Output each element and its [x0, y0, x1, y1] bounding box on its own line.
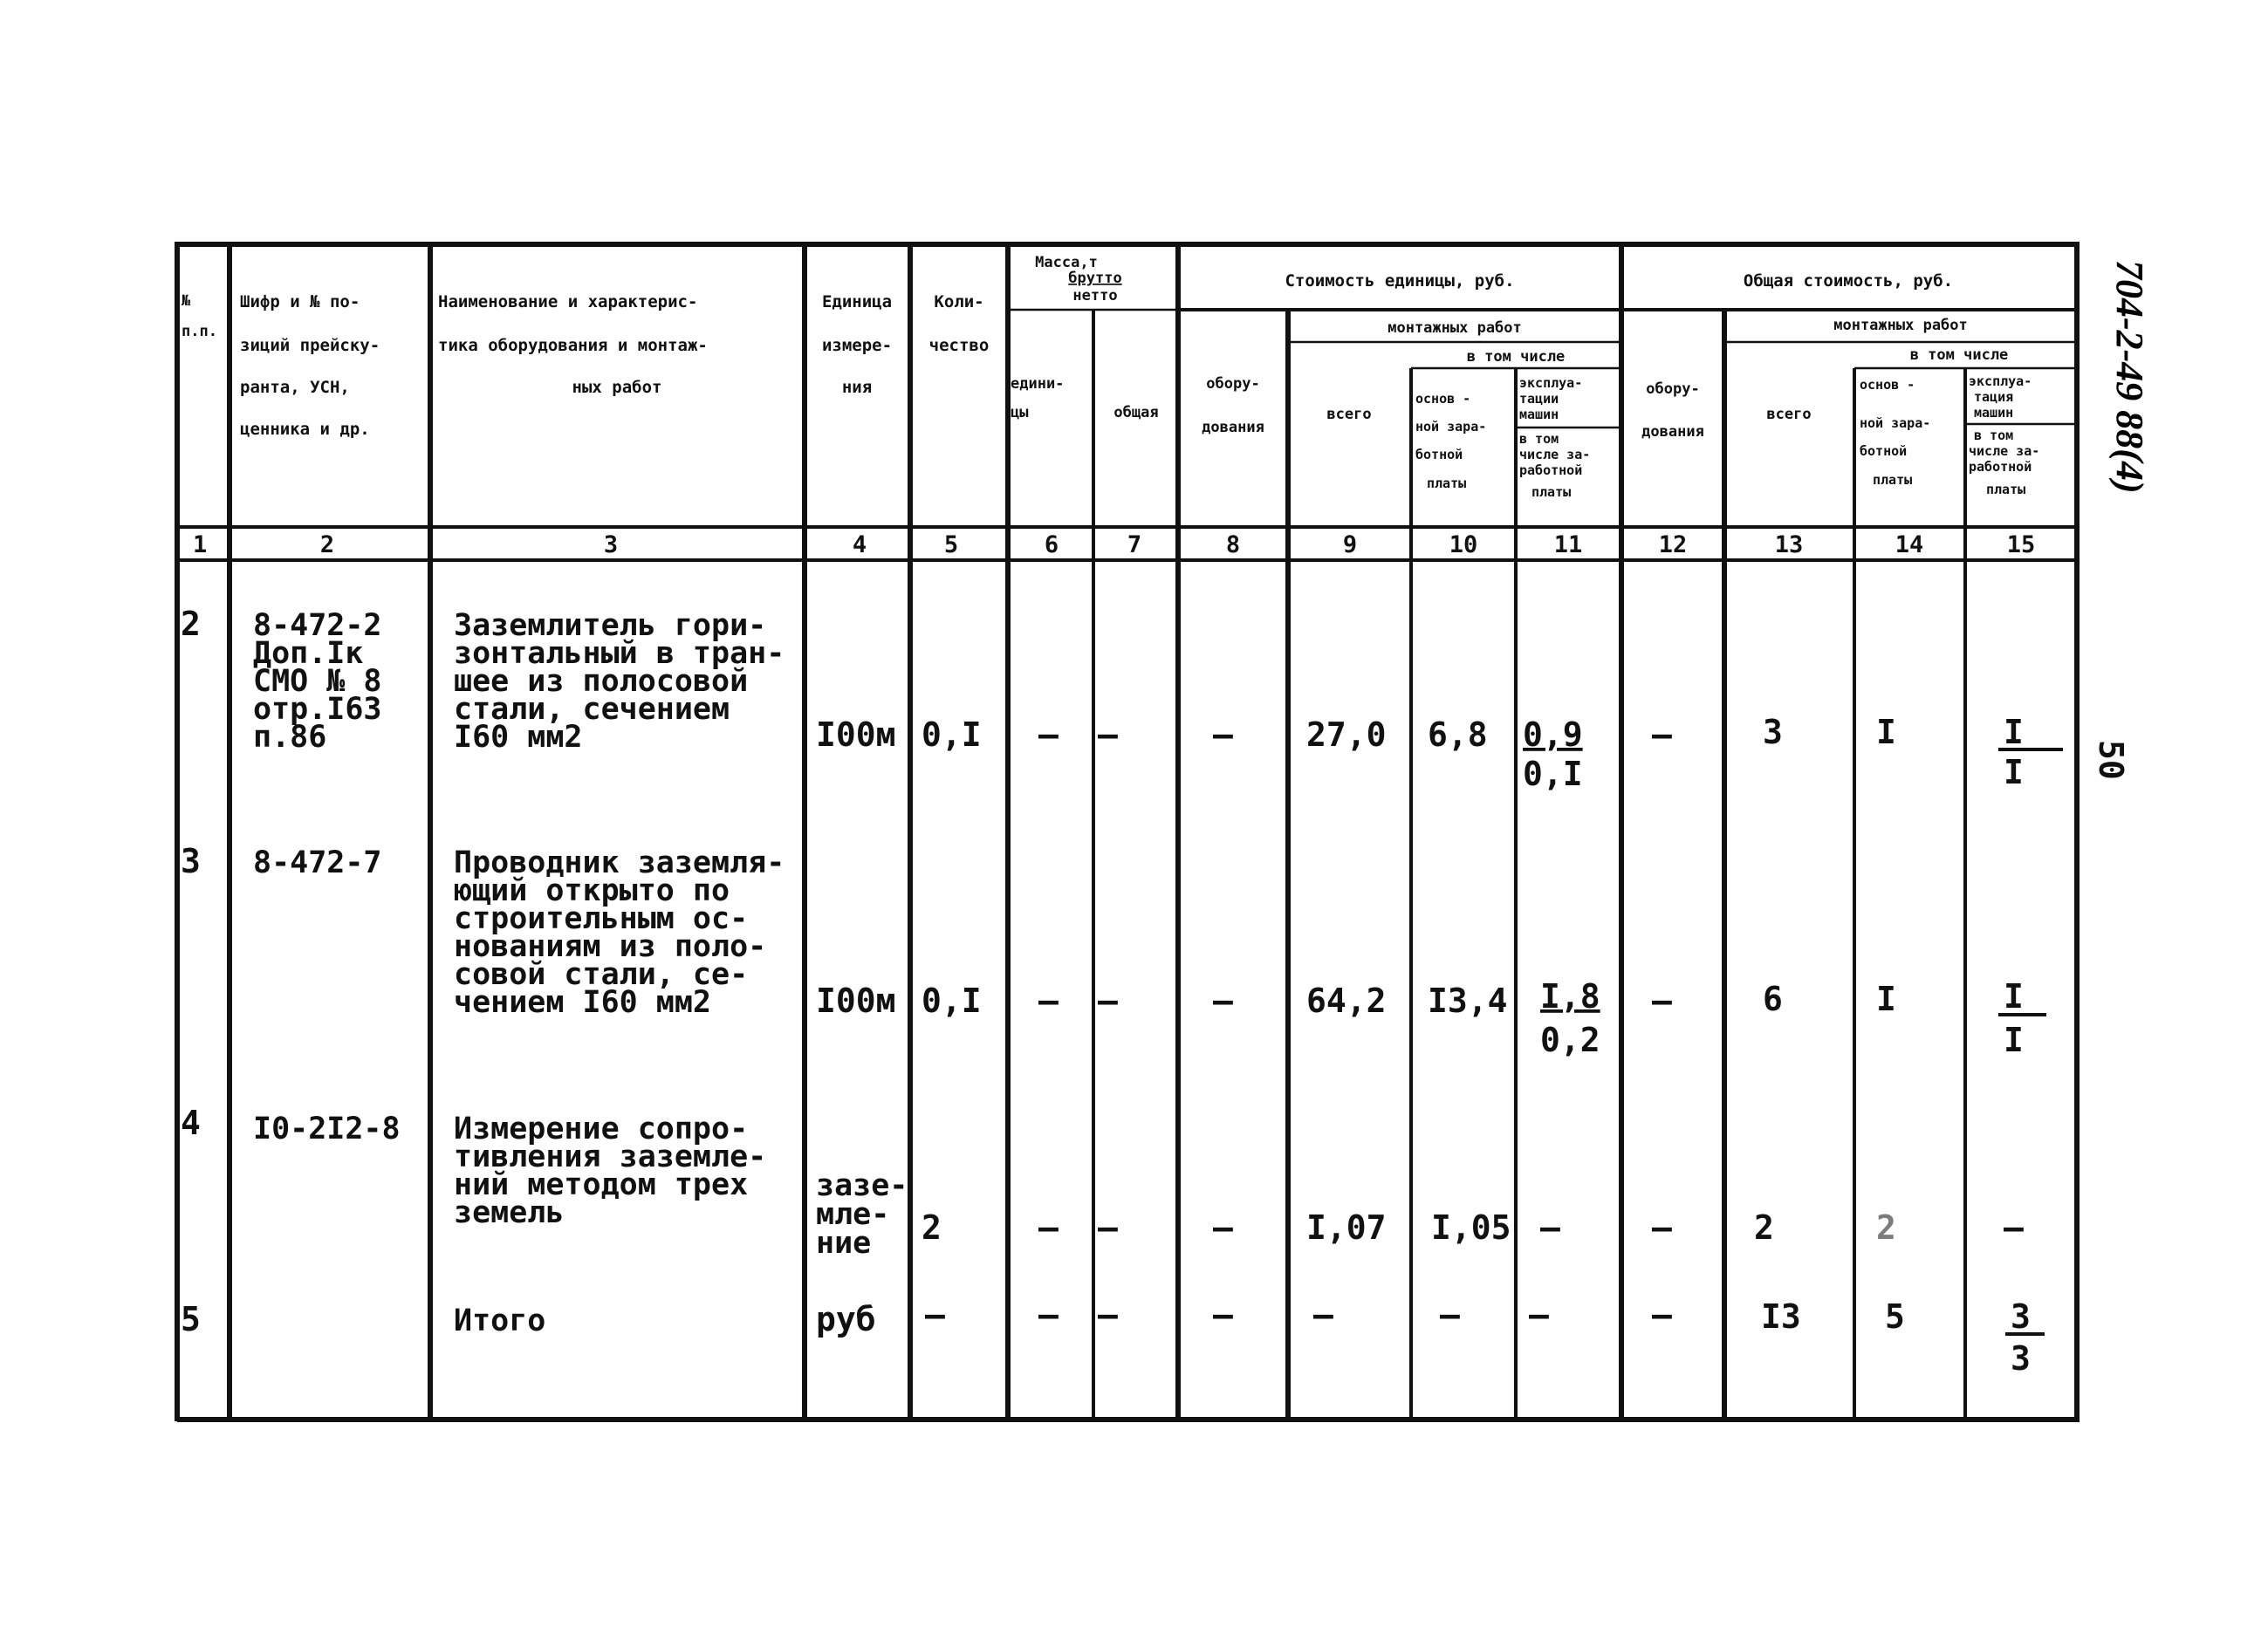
side-document-code: 704-2-49 88(4)	[2108, 260, 2151, 494]
h-col11b-l2: работной	[1519, 462, 1583, 478]
quantity: –	[925, 1296, 945, 1334]
colnum-14: 14	[1895, 531, 1924, 558]
unit-machines: 0,9	[1523, 715, 1583, 754]
h-col10-l0: основ -	[1415, 391, 1471, 407]
unit: I00м	[816, 715, 896, 754]
h-col14-l0: основ -	[1860, 377, 1915, 393]
equipment-total: –	[1652, 982, 1672, 1020]
h-col8-l1: дования	[1202, 419, 1264, 436]
mass-total: –	[1098, 1296, 1118, 1334]
h-col5-l0: Коли-	[934, 292, 984, 311]
h-col2-l3: ценника и др.	[240, 420, 370, 439]
colnum-3: 3	[603, 531, 619, 558]
h-col10-l1: ной зара-	[1415, 419, 1487, 434]
h-col9: всего	[1326, 406, 1372, 423]
unit-line: ние	[816, 1226, 872, 1261]
h-col1-l0: №	[182, 292, 191, 310]
mass-total: –	[1098, 982, 1118, 1020]
h-col12-l1: дования	[1641, 423, 1704, 441]
colnum-1: 1	[193, 531, 208, 558]
colnum-8: 8	[1225, 531, 1241, 558]
sum-wage: 2	[1876, 1208, 1896, 1247]
quantity: 0,I	[922, 715, 982, 754]
sum-total: I3	[1761, 1297, 1801, 1336]
colnum-9: 9	[1342, 531, 1358, 558]
h-mass-l2: нетто	[1072, 287, 1118, 304]
equipment-total: –	[1652, 1208, 1672, 1247]
name-line: стали, сечением	[454, 692, 730, 727]
h-col10-l2: ботной	[1415, 447, 1463, 462]
equipment-cost: –	[1213, 1208, 1233, 1247]
h-col15b-l0: в том	[1974, 428, 2014, 443]
equipment-cost: –	[1213, 715, 1233, 754]
h-col11b-l0: в том	[1519, 431, 1559, 447]
h-col8-l0: обору-	[1206, 375, 1260, 393]
h-col14-l1: ной зара-	[1860, 415, 1931, 431]
h-col15t-l0: эксплуа-	[1969, 373, 2032, 389]
mass-unit: –	[1038, 1208, 1059, 1247]
equipment-cost: –	[1213, 1296, 1233, 1334]
name-line: I60 мм2	[454, 720, 583, 755]
sum-wage: I	[1876, 713, 1896, 751]
unit-wage: I3,4	[1428, 982, 1508, 1020]
sum-total: 2	[1754, 1208, 1774, 1247]
h-col4-l1: измере-	[821, 336, 893, 355]
sum-machines-wage: I	[2004, 1021, 2024, 1059]
sum-wage: 5	[1885, 1297, 1905, 1336]
row-number: 2	[181, 605, 201, 643]
name-line: земель	[454, 1195, 565, 1230]
mass-total: –	[1098, 715, 1118, 754]
mass-unit: –	[1038, 715, 1059, 754]
code-line: 8-472-2	[253, 608, 382, 643]
sum-wage: I	[1876, 980, 1896, 1018]
colnum-5: 5	[943, 531, 959, 558]
code-line: п.86	[253, 720, 327, 755]
h-mount-1: монтажных работ	[1388, 319, 1522, 337]
unit-total: I,07	[1306, 1208, 1387, 1247]
name-line: ющий открыто по	[454, 873, 730, 908]
unit-line: зазе-	[816, 1168, 908, 1203]
mass-unit: –	[1038, 1296, 1059, 1334]
h-col11b-l1: числе за-	[1519, 447, 1591, 462]
unit: I00м	[816, 982, 896, 1020]
colnum-4: 4	[852, 531, 867, 558]
h-col7: общая	[1113, 404, 1159, 421]
colnum-15: 15	[2006, 531, 2036, 558]
unit-machines: –	[1529, 1296, 1549, 1334]
h-incl-1: в том числе	[1466, 348, 1566, 366]
h-col1-l1: п.п.	[182, 323, 217, 340]
code-line: I0-2I2-8	[253, 1112, 401, 1146]
h-col11b-l3: платы	[1531, 484, 1572, 500]
name-line: чением I60 мм2	[454, 985, 712, 1020]
h-col10-l3: платы	[1427, 476, 1467, 491]
h-col3-l0: Наименование и характерис-	[438, 292, 698, 311]
quantity: 0,I	[922, 982, 982, 1020]
h-col5-l1: чество	[928, 336, 990, 355]
sum-total: 3	[1763, 713, 1783, 751]
name-line: Проводник заземля-	[454, 845, 785, 880]
colnum-2: 2	[319, 531, 335, 558]
equipment-total: –	[1652, 715, 1672, 754]
mass-total: –	[1098, 1208, 1118, 1247]
unit-wage: –	[1440, 1296, 1460, 1334]
name-line: Заземлитель гори-	[454, 608, 767, 643]
unit-wage: I,05	[1431, 1208, 1511, 1247]
h-total-cost: Общая стоимость, руб.	[1743, 271, 1954, 291]
h-col11t-l0: эксплуа-	[1519, 375, 1583, 391]
unit-total: –	[1313, 1296, 1333, 1334]
table-row	[181, 605, 2063, 793]
unit-machines-wage: 0,2	[1540, 1021, 1600, 1059]
colnum-7: 7	[1127, 531, 1142, 558]
sum-machines-wage: I	[2004, 753, 2024, 791]
colnum-10: 10	[1449, 531, 1478, 558]
name-line: ний методом трех	[454, 1167, 749, 1202]
colnum-6: 6	[1044, 531, 1059, 558]
code-line: СМО № 8	[253, 664, 382, 699]
unit-total: 64,2	[1306, 982, 1387, 1020]
sum-total: 6	[1763, 980, 1783, 1018]
sum-machines: I	[2004, 977, 2024, 1016]
colnum-13: 13	[1774, 531, 1804, 558]
h-col4-l2: ния	[841, 378, 873, 397]
h-col14-l2: ботной	[1860, 443, 1908, 459]
h-col2-l0: Шифр и № по-	[240, 292, 360, 311]
h-col4-l0: Единица	[821, 292, 893, 311]
colnum-11: 11	[1553, 531, 1583, 558]
table-row	[181, 1104, 2024, 1261]
unit-machines-wage: 0,I	[1523, 755, 1583, 793]
name-line: совой стали, се-	[454, 957, 749, 992]
h-col6-l0: едини-	[1011, 375, 1065, 393]
unit: руб	[816, 1300, 876, 1338]
h-mount-2: монтажных работ	[1833, 317, 1968, 334]
sum-machines: I	[2004, 713, 2024, 751]
h-col13: всего	[1766, 406, 1812, 423]
name-line: нованиям из поло-	[454, 929, 767, 964]
h-col15b-l2: работной	[1969, 459, 2032, 475]
h-unit-cost: Стоимость единицы, руб.	[1285, 271, 1515, 291]
equipment-cost: –	[1213, 982, 1233, 1020]
h-col15b-l1: числе за-	[1969, 443, 2040, 459]
name-line: шее из полосовой	[454, 664, 749, 699]
code-line: 8-472-7	[253, 845, 382, 880]
h-col15t-l1: тация	[1974, 389, 2014, 405]
code-line: Доп.Iк	[253, 636, 364, 671]
row-number: 3	[181, 842, 201, 880]
equipment-total: –	[1652, 1296, 1672, 1334]
h-col11t-l1: тации	[1519, 391, 1559, 407]
quantity: 2	[922, 1208, 942, 1247]
name-line: тивления заземле-	[454, 1139, 767, 1174]
table-row	[181, 842, 2046, 1059]
sum-machines: –	[2004, 1208, 2024, 1247]
table-row	[181, 1296, 2045, 1378]
sum-machines-wage: 3	[2011, 1339, 2031, 1378]
h-col2-l2: ранта, УСН,	[240, 378, 350, 397]
mass-unit: –	[1038, 982, 1059, 1020]
h-mass-l0: Масса,т	[1035, 254, 1098, 271]
column-number-row	[193, 531, 2035, 558]
h-incl-2: в том числе	[1909, 346, 2009, 364]
table-header	[182, 254, 2039, 500]
unit-machines: I,8	[1540, 977, 1600, 1016]
unit-total: 27,0	[1306, 715, 1387, 754]
side-page-number: 50	[2092, 740, 2130, 780]
h-col15b-l3: платы	[1986, 482, 2026, 497]
sum-machines: 3	[2011, 1297, 2031, 1336]
h-col12-l0: обору-	[1646, 380, 1700, 398]
colnum-12: 12	[1658, 531, 1688, 558]
h-col14-l3: платы	[1873, 472, 1913, 488]
h-col3-l1: тика оборудования и монтаж-	[438, 336, 708, 355]
unit-machines: –	[1540, 1208, 1560, 1247]
h-col2-l1: зиций прейску-	[240, 336, 380, 355]
name-line: зонтальный в тран-	[454, 636, 785, 671]
name-line: Итого	[454, 1303, 546, 1338]
unit-line: мле-	[816, 1197, 890, 1232]
code-line: отр.I63	[253, 692, 382, 727]
row-number: 5	[181, 1300, 201, 1338]
h-col6-l1: цы	[1011, 404, 1029, 421]
row-number: 4	[181, 1104, 201, 1142]
name-line: Измерение сопро-	[454, 1112, 749, 1146]
unit-wage: 6,8	[1428, 715, 1488, 754]
h-col11t-l2: машин	[1519, 407, 1559, 422]
h-col15t-l2: машин	[1974, 405, 2014, 421]
h-mass-l1: брутто	[1068, 270, 1122, 287]
h-col3-l2: ных работ	[572, 378, 662, 397]
name-line: строительным ос-	[454, 901, 749, 936]
